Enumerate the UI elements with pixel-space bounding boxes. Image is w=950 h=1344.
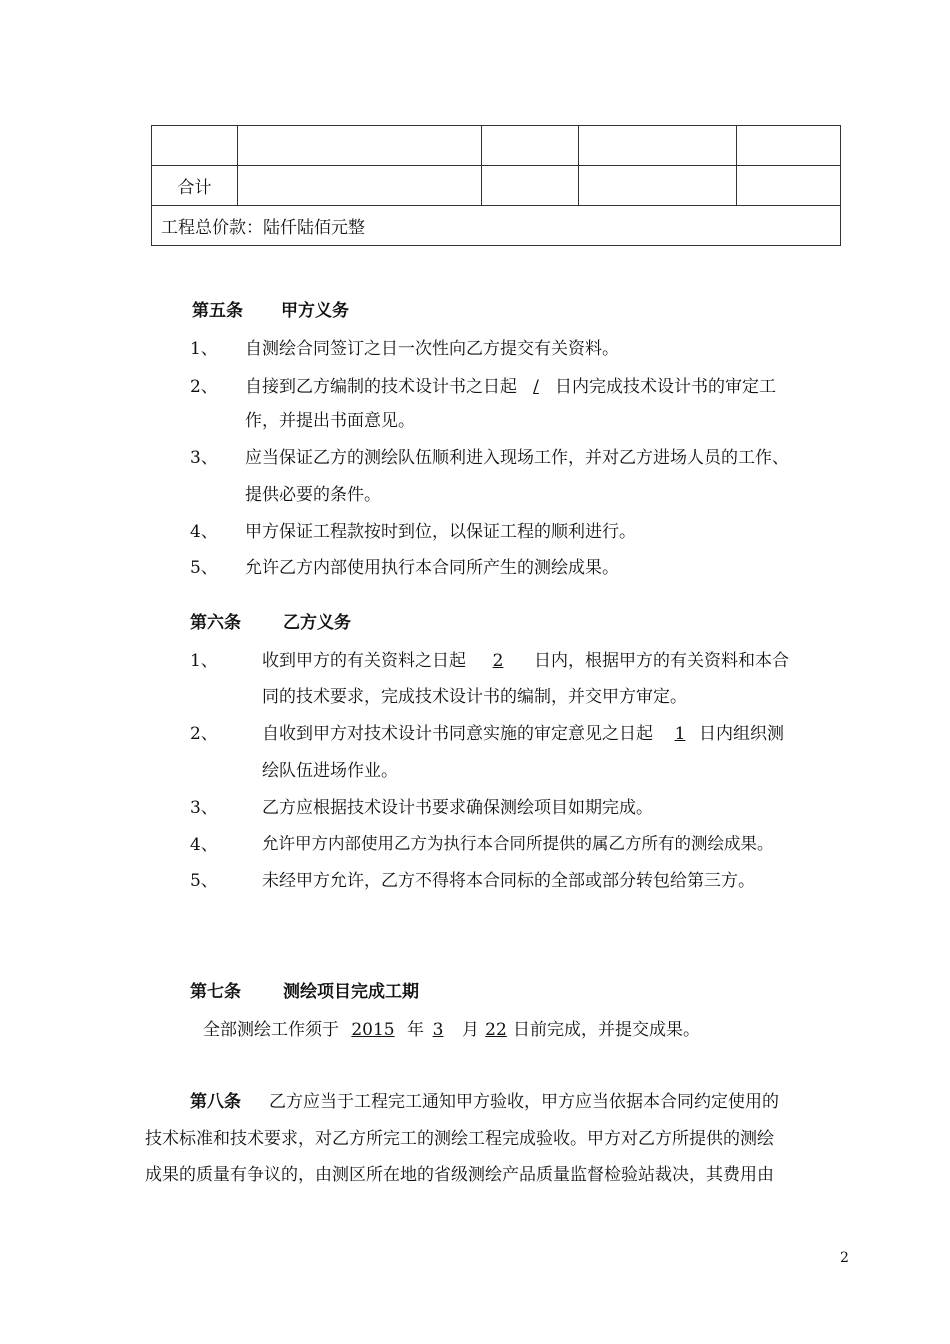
fill-blank: 2 [492, 651, 504, 671]
article-number: 第八条 [190, 1092, 241, 1112]
article-title: 甲方义务 [281, 301, 349, 321]
page-number: 2 [840, 1250, 849, 1266]
text-segment: 日前完成，并提交成果。 [513, 1020, 700, 1040]
text-segment: 日内完成技术设计书的审定工 [555, 377, 776, 397]
list-number: 5、 [190, 558, 218, 578]
list-number: 2、 [190, 724, 218, 744]
list-number: 5、 [190, 871, 218, 891]
list-item-continuation: 作，并提出书面意见。 [245, 411, 415, 431]
list-item: 应当保证乙方的测绘队伍顺利进入现场工作，并对乙方进场人员的工作、 [245, 448, 789, 468]
article-8-line [190, 1087, 779, 1112]
year-blank: 2015 [351, 1020, 395, 1040]
list-item-continuation: 提供必要的条件。 [245, 485, 381, 505]
fill-blank: 1 [674, 724, 686, 744]
table-row [152, 126, 841, 166]
article-6-heading [190, 608, 351, 633]
list-number: 3、 [190, 798, 218, 818]
day-blank: 22 [485, 1020, 507, 1040]
table-cell [482, 166, 579, 206]
list-number: 1、 [190, 651, 218, 671]
list-item-continuation: 绘队伍进场作业。 [262, 761, 398, 781]
text-segment: 收到甲方的有关资料之日起 [262, 651, 466, 671]
list-item: 允许甲方内部使用乙方为执行本合同所提供的属乙方所有的测绘成果。 [262, 834, 774, 853]
text-segment: 自接到乙方编制的技术设计书之日起 [245, 377, 517, 397]
article-number: 第六条 [190, 613, 241, 633]
article-7-heading [190, 977, 419, 1002]
table-cell [152, 126, 238, 166]
table-row-total [152, 166, 841, 206]
total-price: 工程总价款：陆仟陆佰元整 [152, 206, 841, 246]
list-item-continuation: 同的技术要求，完成技术设计书的编制，并交甲方审定。 [262, 687, 687, 707]
paragraph-line: 技术标准和技术要求，对乙方所完工的测绘工程完成验收。甲方对乙方所提供的测绘 [145, 1129, 774, 1149]
total-label: 合计 [152, 166, 238, 206]
list-item: 未经甲方允许，乙方不得将本合同标的全部或部分转包给第三方。 [262, 871, 755, 891]
list-item: 允许乙方内部使用执行本合同所产生的测绘成果。 [245, 558, 619, 578]
list-number: 4、 [190, 522, 218, 542]
fee-table [151, 125, 841, 246]
list-item [262, 646, 789, 671]
text-segment: 乙方应当于工程完工通知甲方验收，甲方应当依据本合同约定使用的 [269, 1092, 779, 1112]
list-item [262, 719, 784, 744]
text-segment: 日内组织测 [699, 724, 784, 744]
table-row-total-price [152, 206, 841, 246]
text-segment: 全部测绘工作须于 [203, 1020, 339, 1040]
table-cell [238, 166, 482, 206]
paragraph-line: 成果的质量有争议的，由测区所在地的省级测绘产品质量监督检验站裁决，其费用由 [145, 1165, 774, 1185]
list-item: 乙方应根据技术设计书要求确保测绘项目如期完成。 [262, 798, 653, 818]
article-title: 测绘项目完成工期 [283, 982, 419, 1002]
table-cell [238, 126, 482, 166]
list-item: 自测绘合同签订之日一次性向乙方提交有关资料。 [245, 339, 619, 359]
table-cell [579, 166, 737, 206]
article-number: 第七条 [190, 982, 241, 1002]
article-number: 第五条 [192, 301, 243, 321]
list-number: 4、 [190, 835, 218, 855]
completion-date-line [203, 1015, 700, 1040]
article-5-heading [192, 296, 349, 321]
text-segment: 自收到甲方对技术设计书同意实施的审定意见之日起 [262, 724, 653, 744]
table-cell [737, 126, 841, 166]
table-cell [579, 126, 737, 166]
list-number: 3、 [190, 448, 218, 468]
table-cell [482, 126, 579, 166]
list-number: 2、 [190, 377, 218, 397]
article-title: 乙方义务 [283, 613, 351, 633]
month-blank: 3 [432, 1020, 444, 1040]
fill-blank: / [533, 377, 539, 397]
list-item: 甲方保证工程款按时到位，以保证工程的顺利进行。 [245, 522, 636, 542]
list-number: 1、 [190, 339, 218, 359]
text-segment: 月 [462, 1020, 479, 1040]
text-segment: 年 [407, 1020, 424, 1040]
table-cell [737, 166, 841, 206]
list-item [245, 372, 776, 397]
text-segment: 日内，根据甲方的有关资料和本合 [534, 651, 789, 671]
